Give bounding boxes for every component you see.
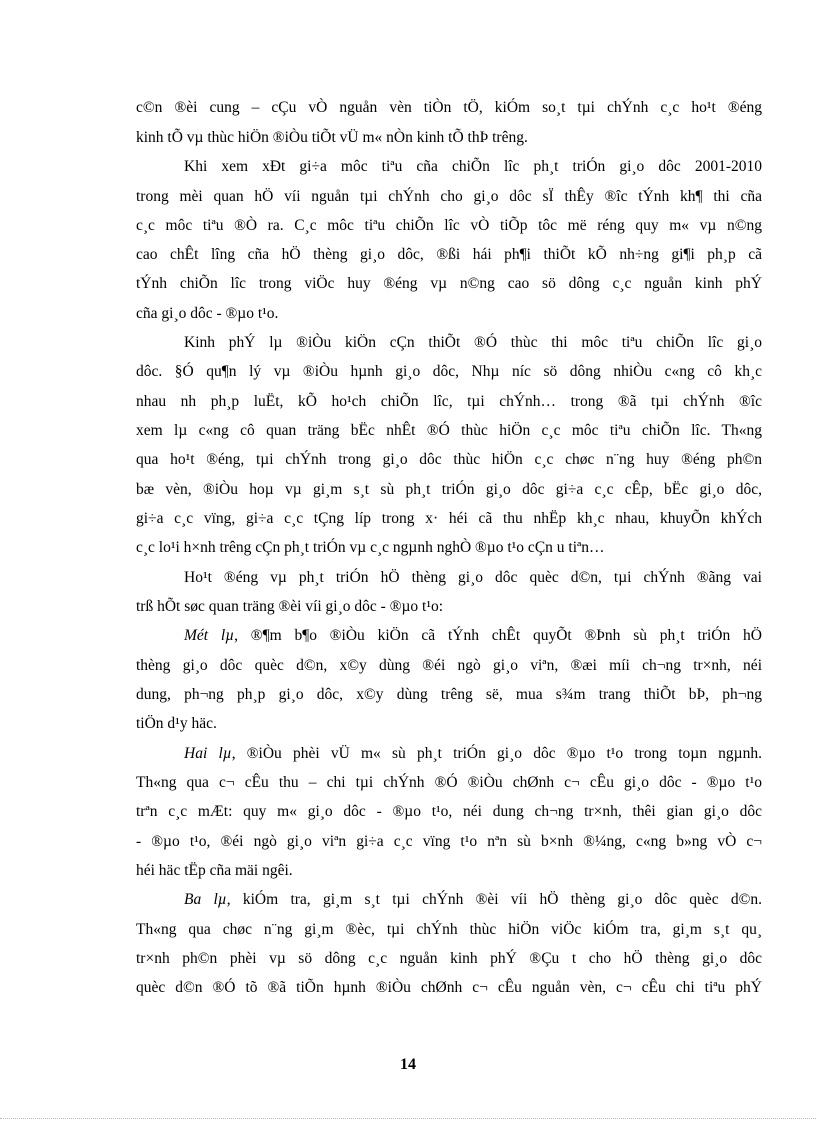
text-line: tr×nh ph©n phèi vµ sö dông c¸c nguån kinh phÝ ®Çu t cho hÖ thèng gi¸o dôc: [136, 950, 762, 967]
text-line: Khi xem xÐt gi÷a môc tiªu cña chiÕn lîc ph¸t triÓn gi¸o dôc 2001-2010: [184, 158, 762, 175]
text-line: [184, 744, 762, 764]
list-text: , kiÓm tra, gi¸m s¸t tµi chÝnh ®èi víi hÖ thèng gi¸o dôc quèc d©n.: [226, 891, 762, 908]
text-line: dung, ph¬ng ph¸p gi¸o dôc, x©y dùng trêng së, mua s¾m trang thiÕt bÞ, ph¬ng: [136, 686, 762, 703]
text-line: cña gi¸o dôc - ®µo t¹o.: [136, 305, 279, 322]
text-line: quèc d©n ®Ó tõ ®ã tiÕn hµnh ®iÒu chØnh c¬ cÊu nguån vèn, c¬ cÊu chi tiªu phÝ: [136, 979, 762, 996]
text-line: Th«ng qua c¬ cÊu thu – chi tµi chÝnh ®Ó ®iÒu chØnh c¬ cÊu gi¸o dôc - ®µo t¹o: [136, 774, 762, 791]
page-bottom-divider: [0, 1118, 816, 1119]
text-line: thèng gi¸o dôc quèc d©n, x©y dùng ®éi ngò gi¸o viªn, ®æi míi ch¬ng tr×nh, néi: [136, 657, 762, 674]
text-line: c©n ®èi cung – cÇu vÒ nguån vèn tiÒn tÖ, kiÓm so¸t tµi chÝnh c¸c ho¹t ®éng: [136, 99, 762, 116]
list-lead: Mét lµ: [184, 627, 235, 644]
list-text: , ®iÒu phèi vÜ m« sù ph¸t triÓn gi¸o dôc ®µo t¹o trong toµn ngµnh.: [231, 745, 762, 762]
text-line: trªn c¸c mÆt: quy m« gi¸o dôc - ®µo t¹o, néi dung ch¬ng tr×nh, thêi gian gi¸o dôc: [136, 803, 762, 820]
list-lead: Hai lµ: [184, 745, 232, 762]
text-line: Ho¹t ®éng vµ ph¸t triÓn hÖ thèng gi¸o dôc quèc d©n, tµi chÝnh ®ãng vai: [184, 569, 762, 586]
page-number: 14: [400, 1056, 416, 1073]
text-line: [184, 626, 762, 646]
text-line: trong mèi quan hÖ víi nguån tµi chÝnh cho gi¸o dôc sÏ thÊy ®îc tÝnh kh¶ thi cña: [136, 188, 762, 205]
text-line: - ®µo t¹o, ®éi ngò gi¸o viªn gi÷a c¸c vïng t¹o nªn sù b×nh ®¼ng, c«ng b»ng vÒ c¬: [136, 833, 762, 850]
list-lead: Ba lµ: [184, 891, 227, 908]
text-line: gi÷a c¸c vïng, gi÷a c¸c tÇng líp trong x· héi cã thu nhËp kh¸c nhau, khuyÕn khÝch: [136, 510, 762, 527]
text-line: Kinh phÝ lµ ®iÒu kiÖn cÇn thiÕt ®Ó thùc thi môc tiªu chiÕn lîc gi¸o: [184, 334, 762, 351]
text-line: c¸c lo¹i h×nh trêng cÇn ph¸t triÓn vµ c¸c ngµnh nghÒ ®µo t¹o cÇn u tiªn…: [136, 539, 605, 556]
text-line: tÝnh chiÕn lîc trong viÖc huy ®éng vµ n©ng cao sö dông c¸c nguån kinh phÝ: [136, 275, 762, 292]
text-line: tiÖn d¹y häc.: [136, 715, 217, 732]
text-line: [184, 890, 762, 910]
list-text: , ®¶m b¶o ®iÒu kiÖn cã tÝnh chÊt quyÕt ®Þnh sù ph¸t triÓn hÖ: [234, 627, 762, 644]
text-line: cao chÊt lîng cña hÖ thèng gi¸o dôc, ®ßi hái ph¶i thiÕt kÕ nh÷ng gi¶i ph¸p cã: [136, 246, 762, 263]
text-line: c¸c môc tiªu ®Ò ra. C¸c môc tiªu chiÕn lîc vÒ tiÕp tôc më réng quy m« vµ n©ng: [136, 217, 762, 234]
text-line: nhau nh ph¸p luËt, kÕ ho¹ch chiÕn lîc, tµi chÝnh… trong ®ã tµi chÝnh ®îc: [136, 393, 762, 410]
text-line: bæ vèn, ®iÒu hoµ vµ gi¸m s¸t sù ph¸t triÓn gi¸o dôc gi÷a c¸c cÊp, bËc gi¸o dôc,: [136, 481, 762, 498]
text-line: qua ho¹t ®éng, tµi chÝnh trong gi¸o dôc thùc hiÖn c¸c chøc n¨ng huy ®éng ph©n: [136, 451, 762, 468]
text-line: trß hÕt søc quan träng ®èi víi gi¸o dôc - ®µo t¹o:: [136, 598, 444, 615]
text-line: dôc. §Ó qu¶n lý vµ ®iÒu hµnh gi¸o dôc, Nhµ níc sö dông nhiÒu c«ng cô kh¸c: [136, 363, 762, 380]
text-line: héi häc tËp cña mäi ngêi.: [136, 862, 293, 879]
text-line: Th«ng qua chøc n¨ng gi¸m ®èc, tµi chÝnh thùc hiÖn viÖc kiÓm tra, gi¸m s¸t qu¸: [136, 921, 762, 938]
text-line: xem lµ c«ng cô quan träng bËc nhÊt ®Ó thùc hiÖn c¸c môc tiªu chiÕn lîc. Th«ng: [136, 422, 762, 439]
text-line: kinh tÕ vµ thùc hiÖn ®iÒu tiÕt vÜ m« nÒn kinh tÕ thÞ trêng.: [136, 129, 528, 146]
